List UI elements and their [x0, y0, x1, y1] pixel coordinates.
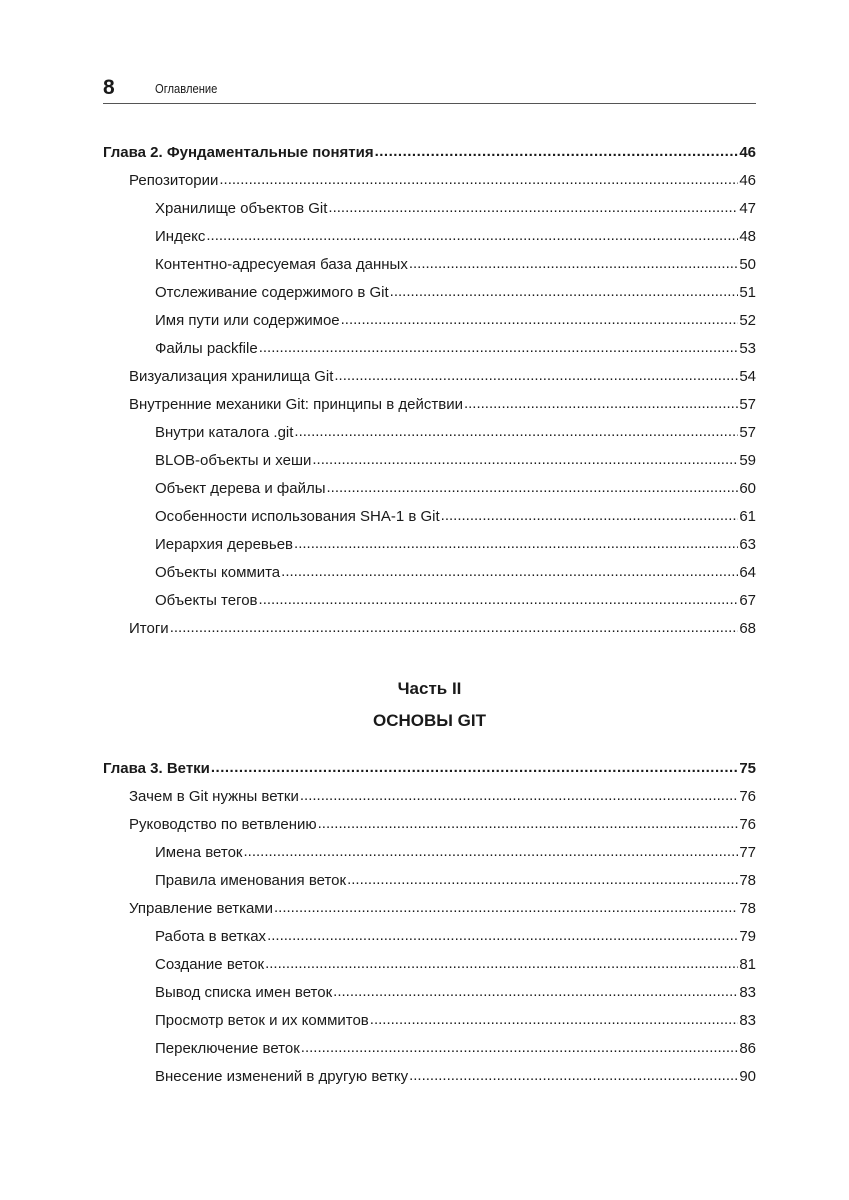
- toc-entry: [155, 339, 756, 359]
- toc-entry: [129, 367, 756, 387]
- toc-entry-title: Репозитории: [129, 172, 219, 189]
- toc-chapter-entry: [103, 143, 756, 163]
- toc-entry: [155, 871, 756, 891]
- toc-entry-page: 81: [739, 956, 756, 973]
- dot-leader: [294, 422, 738, 442]
- running-head: Оглавление: [155, 81, 218, 96]
- toc-entry-page: 52: [739, 312, 756, 329]
- toc-entry-page: 57: [739, 424, 756, 441]
- toc-entry-title: Имена веток: [155, 844, 243, 861]
- toc-entry-page: 76: [739, 788, 756, 805]
- toc-entry-title: Отслеживание содержимого в Git: [155, 284, 389, 301]
- dot-leader: [219, 170, 738, 190]
- toc-entry-page: 79: [739, 928, 756, 945]
- toc-entry: [155, 563, 756, 583]
- toc-entry-title: Иерархия деревьев: [155, 536, 294, 553]
- toc-entry-page: 78: [739, 900, 756, 917]
- toc-entry-page: 64: [739, 564, 756, 581]
- toc-entry: [129, 899, 756, 919]
- toc-entry-page: 47: [739, 200, 756, 217]
- toc-entry-title: Индекс: [155, 228, 206, 245]
- dot-leader: [370, 1010, 739, 1030]
- toc-entry: [155, 283, 756, 303]
- part-title: ОСНОВЫ GIT: [373, 711, 486, 730]
- toc-entry: [155, 423, 756, 443]
- dot-leader: [409, 1066, 738, 1086]
- toc-entry-title: Работа в ветках: [155, 928, 267, 945]
- toc-entry-page: 57: [739, 396, 756, 413]
- toc-entry-page: 50: [739, 256, 756, 273]
- dot-leader: [390, 282, 739, 302]
- toc-entry-page: 83: [739, 1012, 756, 1029]
- page-header: [103, 72, 756, 104]
- dot-leader: [334, 366, 738, 386]
- dot-leader: [441, 506, 739, 526]
- toc-entry-title: Управление ветками: [129, 900, 273, 917]
- toc-entry-page: 86: [739, 1040, 756, 1057]
- toc-entry: [129, 815, 756, 835]
- toc-entry-page: 59: [739, 452, 756, 469]
- dot-leader: [206, 226, 738, 246]
- dot-leader: [328, 198, 738, 218]
- toc-entry: [155, 1039, 756, 1059]
- toc-entry-page: 67: [739, 592, 756, 609]
- toc-entry-page: 46: [739, 172, 756, 189]
- toc-entry-page: 76: [739, 816, 756, 833]
- dot-leader: [211, 758, 738, 778]
- toc-entry-title: Создание веток: [155, 956, 265, 973]
- toc-entry-title: Просмотр веток и их коммитов: [155, 1012, 369, 1029]
- toc-entry: [155, 1011, 756, 1031]
- dot-leader: [312, 450, 738, 470]
- dot-leader: [300, 786, 738, 806]
- toc-entry-title: Контентно-адресуемая база данных: [155, 256, 408, 273]
- toc-entry: [155, 311, 756, 331]
- toc-entry-page: 78: [739, 872, 756, 889]
- dot-leader: [265, 954, 738, 974]
- toc-entry-page: 77: [739, 844, 756, 861]
- dot-leader: [347, 870, 738, 890]
- toc-entry-page: 53: [739, 340, 756, 357]
- dot-leader: [243, 842, 738, 862]
- toc-entry-title: Объекты коммита: [155, 564, 281, 581]
- toc-chapter-entry: [103, 759, 756, 779]
- toc-entry-title: Внутри каталога .git: [155, 424, 294, 441]
- toc-entry-title: Итоги: [129, 620, 169, 637]
- toc-entry-page: 68: [739, 620, 756, 637]
- toc-entry: [155, 843, 756, 863]
- toc-entry: [129, 395, 756, 415]
- toc-entry-title: Объект дерева и файлы: [155, 480, 326, 497]
- dot-leader: [326, 478, 738, 498]
- dot-leader: [267, 926, 738, 946]
- toc-entry-page: 54: [739, 368, 756, 385]
- toc-entry-title: Файлы packfile: [155, 340, 258, 357]
- toc-entry-page: 48: [739, 228, 756, 245]
- toc-entry-page: 61: [739, 508, 756, 525]
- dot-leader: [464, 394, 738, 414]
- toc-entry-title: Хранилище объектов Git: [155, 200, 328, 217]
- toc-entry-title: Особенности использования SHA-1 в Git: [155, 508, 440, 525]
- toc-entry: [155, 983, 756, 1003]
- dot-leader: [259, 338, 739, 358]
- dot-leader: [409, 254, 738, 274]
- toc-entry-title: Глава 3. Ветки: [103, 760, 210, 777]
- toc-entry: [155, 479, 756, 499]
- toc-entry: [155, 451, 756, 471]
- toc-entry: [155, 227, 756, 247]
- toc-entry: [155, 507, 756, 527]
- toc-entry-title: Руководство по ветвлению: [129, 816, 317, 833]
- toc-entry-page: 75: [739, 760, 756, 777]
- toc-entry-page: 51: [739, 284, 756, 301]
- page-number: 8: [103, 76, 115, 99]
- part-label: Часть II: [397, 679, 462, 698]
- dot-leader: [333, 982, 738, 1002]
- toc-entry: [155, 927, 756, 947]
- toc-entry: [129, 171, 756, 191]
- dot-leader: [259, 590, 739, 610]
- dot-leader: [301, 1038, 739, 1058]
- toc-entry: [155, 1067, 756, 1087]
- dot-leader: [170, 618, 739, 638]
- dot-leader: [375, 142, 739, 162]
- dot-leader: [274, 898, 738, 918]
- toc-entry: [155, 535, 756, 555]
- toc-entry-page: 83: [739, 984, 756, 1001]
- toc-entry-title: BLOB-объекты и хеши: [155, 452, 312, 469]
- toc-entry-title: Вывод списка имен веток: [155, 984, 333, 1001]
- toc-entry: [155, 591, 756, 611]
- dot-leader: [341, 310, 739, 330]
- toc-entry-page: 46: [739, 144, 756, 161]
- toc-entry-title: Визуализация хранилища Git: [129, 368, 334, 385]
- toc-entry: [129, 787, 756, 807]
- toc-entry-title: Глава 2. Фундаментальные понятия: [103, 144, 374, 161]
- toc-entry: [155, 199, 756, 219]
- toc-entry-title: Внесение изменений в другую ветку: [155, 1068, 409, 1085]
- toc-entry-page: 63: [739, 536, 756, 553]
- toc-entry-title: Объекты тегов: [155, 592, 258, 609]
- toc-entry-title: Зачем в Git нужны ветки: [129, 788, 299, 805]
- toc-entry-title: Внутренние механики Git: принципы в действии: [129, 396, 463, 413]
- toc-entry-title: Правила именования веток: [155, 872, 347, 889]
- toc-entry-page: 60: [739, 480, 756, 497]
- toc-entry: [129, 619, 756, 639]
- dot-leader: [294, 534, 738, 554]
- toc-entry: [155, 955, 756, 975]
- toc-entry-title: Переключение веток: [155, 1040, 300, 1057]
- toc-entry: [155, 255, 756, 275]
- toc-entry-title: Имя пути или содержимое: [155, 312, 340, 329]
- dot-leader: [318, 814, 739, 834]
- dot-leader: [281, 562, 738, 582]
- toc-entry-page: 90: [739, 1068, 756, 1085]
